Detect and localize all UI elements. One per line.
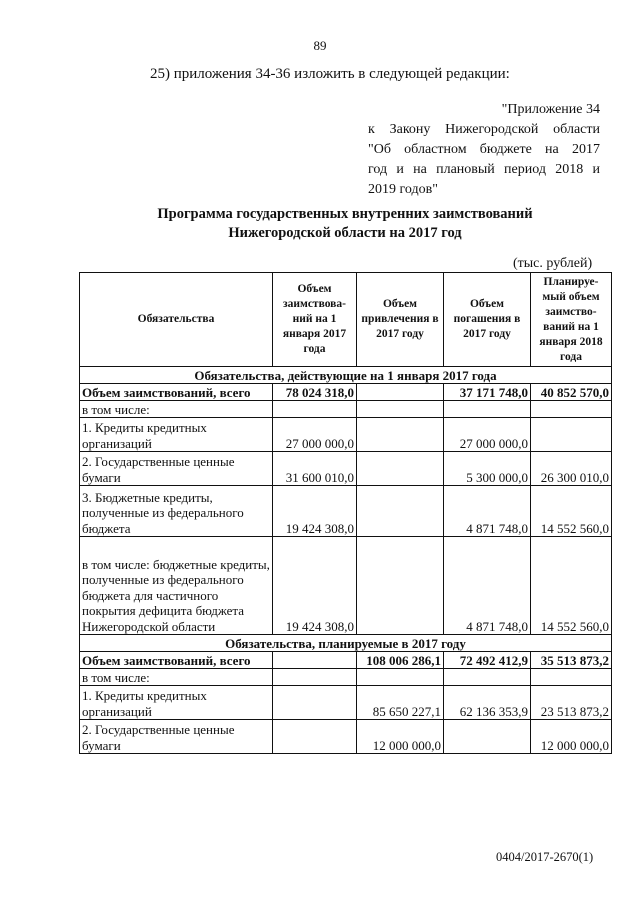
value-cell [273,686,357,720]
appendix-reference [368,100,600,200]
value-cell [357,401,444,418]
value-cell [531,669,612,686]
page-number: 89 [313,38,327,53]
header-debt-end: Планируе-мый объем заимство-ваний на 1 января 2018 года [531,273,612,367]
document-title [80,205,610,243]
borrowings-table [79,272,612,754]
section-row [80,367,612,384]
table-row [80,720,612,754]
section-heading: Обязательства, планируемые в 2017 году [80,635,612,652]
value-cell: 62 136 353,9 [444,686,531,720]
row-label: в том числе: бюджетные кредиты, полученные из федерального бюджета для частичного покрытия дефицита бюджета Нижегородской области [80,537,273,635]
value-cell: 4 871 748,0 [444,486,531,537]
value-cell [357,384,444,401]
value-cell: 108 006 286,1 [357,652,444,669]
table-row [80,486,612,537]
table-row [80,652,612,669]
row-label: 2. Государственные ценные бумаги [80,720,273,754]
value-cell [444,669,531,686]
document-code: 0404/2017-2670(1) [496,850,594,864]
title-line: Программа государственных внутренних заимствований [157,206,533,222]
section-row [80,635,612,652]
value-cell: 35 513 873,2 [531,652,612,669]
value-cell: 31 600 010,0 [273,452,357,486]
value-cell: 12 000 000,0 [531,720,612,754]
row-label: 1. Кредиты кредитных организаций [80,418,273,452]
table-row [80,384,612,401]
value-cell: 26 300 010,0 [531,452,612,486]
row-label: в том числе: [80,401,273,418]
value-cell [273,401,357,418]
appendix-line: "Об областном бюджете на 2017 [368,142,600,157]
value-cell: 40 852 570,0 [531,384,612,401]
value-cell: 72 492 412,9 [444,652,531,669]
section2-body [80,652,612,754]
section-heading: Обязательства, действующие на 1 января 2017 года [80,367,612,384]
table-row [80,669,612,686]
value-cell: 19 424 308,0 [273,537,357,635]
value-cell: 4 871 748,0 [444,537,531,635]
row-label: 3. Бюджетные кредиты, полученные из федерального бюджета [80,486,273,537]
value-cell: 14 552 560,0 [531,537,612,635]
appendix-line: 2019 годов" [368,182,438,197]
value-cell [273,669,357,686]
value-cell: 23 513 873,2 [531,686,612,720]
table-row [80,686,612,720]
header-row [80,273,612,367]
value-cell: 12 000 000,0 [357,720,444,754]
title-line: Нижегородской области на 2017 год [228,225,462,241]
table-row [80,418,612,452]
value-cell [357,452,444,486]
value-cell [273,652,357,669]
value-cell: 5 300 000,0 [444,452,531,486]
section1-body [80,384,612,635]
value-cell: 27 000 000,0 [273,418,357,452]
value-cell [531,401,612,418]
row-label: Объем заимствований, всего [80,384,273,401]
row-label: в том числе: [80,669,273,686]
table-row [80,537,612,635]
units-label: (тыс. рублей) [513,256,593,271]
header-raised: Объем привлечения в 2017 году [357,273,444,367]
value-cell: 19 424 308,0 [273,486,357,537]
table-row [80,452,612,486]
value-cell: 85 650 227,1 [357,686,444,720]
value-cell: 27 000 000,0 [444,418,531,452]
appendix-line: "Приложение 34 [501,102,600,117]
value-cell [357,669,444,686]
value-cell [531,418,612,452]
row-label: Объем заимствований, всего [80,652,273,669]
value-cell: 37 171 748,0 [444,384,531,401]
table-row [80,401,612,418]
value-cell [444,401,531,418]
header-debt-start: Объем заимствова-ний на 1 января 2017 года [273,273,357,367]
value-cell: 78 024 318,0 [273,384,357,401]
header-obligations: Обязательства [80,273,273,367]
value-cell [357,537,444,635]
appendix-line: год и на плановый период 2018 и [368,162,600,177]
row-label: 2. Государственные ценные бумаги [80,452,273,486]
value-cell: 14 552 560,0 [531,486,612,537]
appendix-line: к Закону Нижегородской области [368,122,600,137]
value-cell [357,418,444,452]
instruction-text: 25) приложения 34-36 изложить в следующей редакции: [150,66,510,82]
value-cell [273,720,357,754]
header-repaid: Объем погашения в 2017 году [444,273,531,367]
value-cell [444,720,531,754]
row-label: 1. Кредиты кредитных организаций [80,686,273,720]
value-cell [357,486,444,537]
